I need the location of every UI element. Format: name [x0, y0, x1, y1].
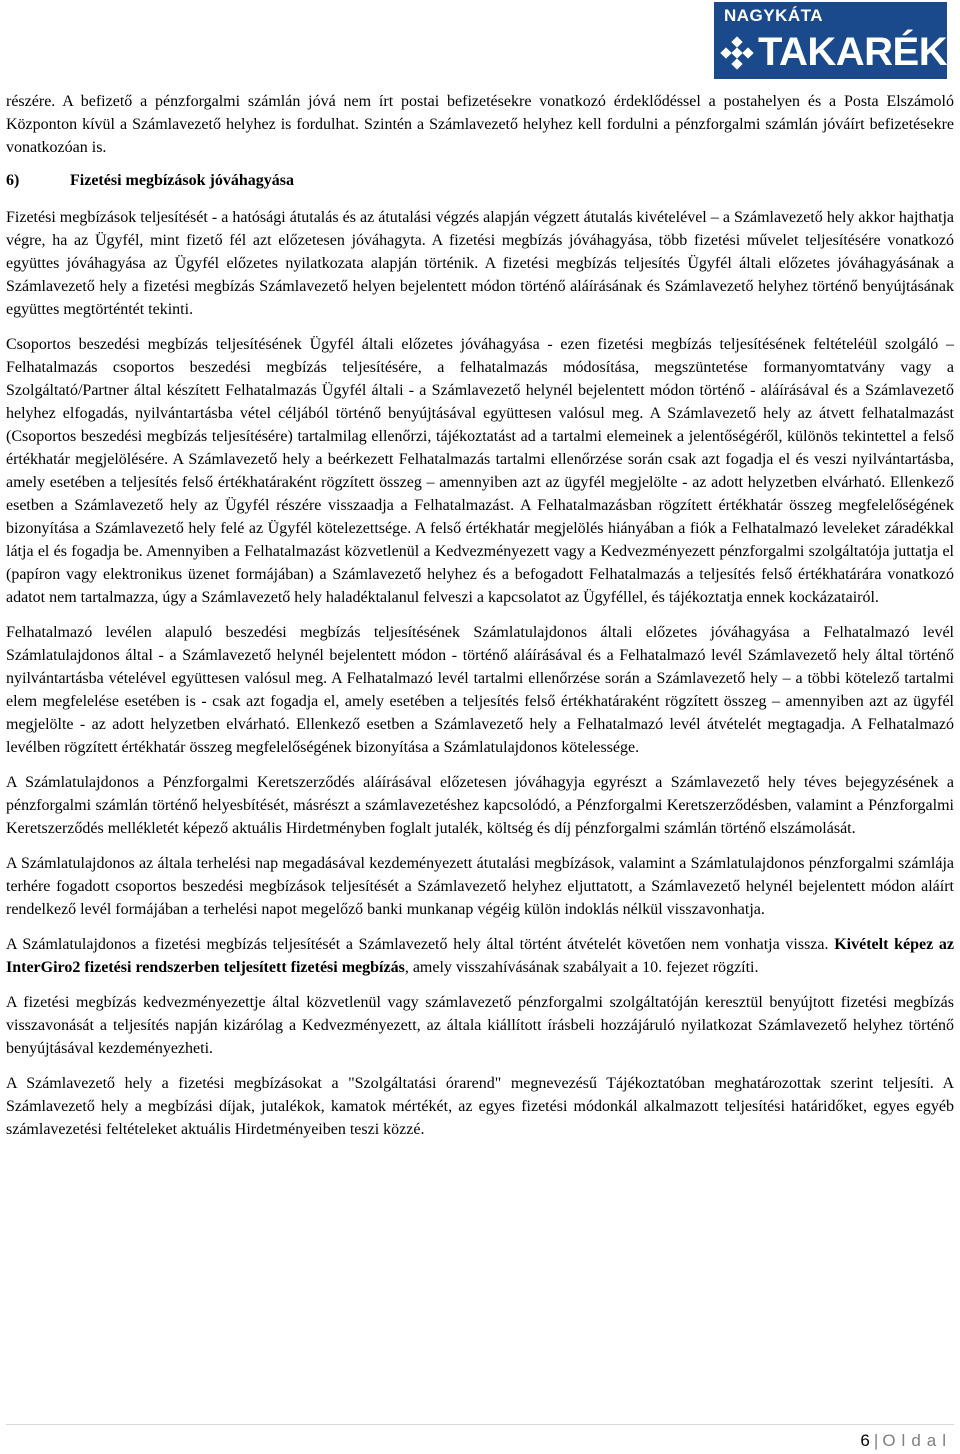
intro-paragraph: részére. A befizető a pénzforgalmi számlán jóvá nem írt postai befizetésekre vonatkozó érdeklődéssel a postahelyen és a Posta Elszámoló Központon kívül a Számlavezető helyhez is fordulhat. Szintén a Számlavezető helyhez kell fordulni a pénzforgalmi számlán jóváírt befizetésekre vonatkozóan is.: [6, 93, 954, 156]
footer-separator: |: [873, 1431, 879, 1450]
bank-logo: [714, 2, 947, 79]
paragraph-approval: Fizetési megbízások teljesítését - a hatósági átutalás és az átutalási végzés alapján végzett átutalás kivételével – a Számlavezető hely akkor hajthatja végre, ha az Ügyfél, mint fizető fél azt előzetesen jóváhagyta. A fizetési megbízás jóváhagyása, több fizetési művelet teljesítésére vonatkozó együttes jóváhagyása az Ügyfél előzetes nyilatkozata alapján történik. A fizetési megbízás teljesítés Ügyfél általi előzetes jóváhagyásának a Számlavezető hely a fizetési megbízás Számlavezető helyen bejelentett módon történő aláírásának és Számlavezető helyhez történő benyújtásának együttes megtörténtét tekinti.: [6, 209, 954, 318]
paragraph-beneficiary-revocation: A fizetési megbízás kedvezményezettje által közvetlenül vagy számlavezető pénzforgalmi szolgáltatóján keresztül benyújtott fizetési megbízás visszavonását a teljesítés napján kizárólag a Kedvezményezett, az általa kiállított írásbeli hozzájáruló nyilatkozat Számlavezető helyhez történő benyújtásával kezdeményezheti.: [6, 994, 954, 1057]
logo-diamond-mark-icon: [720, 36, 754, 70]
footer-divider: [6, 1424, 954, 1425]
paragraph-intergiro: [6, 933, 954, 979]
paragraph-revocation: A Számlatulajdonos az általa terhelési nap megadásával kezdeményezett átutalási megbízások, valamint a Számlatulajdonos pénzforgalmi számlája terhére fogadott csoportos beszedési megbízások teljesítését a Számlavezető helyhez eljuttatott, a Számlavezető helynél bejelentett módon aláírt rendelkező levél formájában a terhelési napot megelőző banki munkanap végéig külön indoklás nélkül visszavonhatja.: [6, 855, 954, 918]
page-number: 6: [860, 1431, 870, 1450]
page-word: Oldal: [882, 1431, 952, 1450]
paragraph-authorization-letter: Felhatalmazó levélen alapuló beszedési megbízás teljesítésének Számlatulajdonos általi előzetes jóváhagyása a Felhatalmazó levél Számlatulajdonos által - a Számlavezető helynél bejelentett módon - történő aláírásával és a Felhatalmazó levél Számlavezető hely által történő nyilvántartásba vételével együttesen valósul meg. A Felhatalmazó levél tartalmi ellenőrzése során a Számlavezető hely – a többi kötelező tartalmi elem megfelelése esetében is - csak azt fogadja el, amely esetében a teljesítés felső értékhatáraként rögzített összeg – amennyiben azt az ügyfél megjelölte - az adott helyzetben elvárható. Ellenkező esetben a Számlavezető hely a Felhatalmazó levél átvételét megtagadja. A Felhatalmazó levélben rögzített értékhatár összeg megfelelőségének bizonyítása a Számlatulajdonos kötelessége.: [6, 624, 954, 756]
logo-city-name: NAGYKÁTA: [724, 6, 824, 25]
section-heading: [6, 169, 954, 192]
logo-brand-name: TAKARÉK: [758, 30, 948, 74]
document-body: [6, 90, 954, 1153]
paragraph-service-schedule: A Számlavezető hely a fizetési megbízásokat a "Szolgáltatási órarend" megnevezésű Tájékoztatóban meghatározottak szerint teljesíti. A Számlavezető hely a megbízási díjak, jutalékok, kamatok mértékét, az egyes fizetési módonkál alkalmazott teljesítési határidőket, egyes egyéb számlavezetési feltételeket aktuális Hirdetményeiben teszi közzé.: [6, 1075, 954, 1138]
paragraph-direct-debit: Csoportos beszedési megbízás teljesítésének Ügyfél általi előzetes jóváhagyása - ezen fizetési megbízás teljesítésének feltételéül szolgáló – Felhatalmazás csoportos beszedési megbízás teljesítésére, a felhatalmazás módosítása, megszüntetése formanyomtatvány vagy a Szolgáltató/Partner által készített Felhatalmazás Ügyfél általi - a Számlavezető helynél bejelentett módon történő - aláírásával és a Számlavezető helyhez elfogadás, nyilvántartásba vétel céljából történő benyújtásával együttesen valósul meg. A Számlavezető hely az átvett felhatalmazást (Csoportos beszedési megbízás teljesítésére) tartalmilag ellenőrzi, tájékoztatást ad a tartalmi elemeinek a jelentőségéről, különös tekintettel a felső értékhatár megjelölésére. A Számlavezető hely a beérkezett Felhatalmazás tartalmi ellenőrzése során csak azt fogadja el és veszi nyilvántartásba, amely esetében a teljesítés felső értékhatáraként rögzített összeg – amennyiben azt az ügyfél megjelölte - az adott helyzetben elvárható. Ellenkező esetben a Számlavezető hely az Ügyfél részére visszaadja a Felhatalmazást. A Felhatalmazásban rögzített értékhatár összeg megfelelőségének bizonyítása a Számlavezető hely felé az Ügyfél kötelezettsége. A felső értékhatár megjelölés hiányában a fiók a Felhatalmazó leveleket záradékkal látja el és fogadja be. Amennyiben a Felhatalmazást közvetlenül a Kedvezményezett vagy a Kedvezményezett pénzforgalmi szolgáltatója juttatja el (papíron vagy elektronikus üzenet formájában) a Számlavezető helyhez és a befogadott Felhatalmazás a teljesítés felső értékhatárára vonatkozó adatot nem tartalmazza, úgy a Számlavezető hely haladéktalanul felveszi a kapcsolatot az Ügyféllel, és tájékoztatja ennek kockázatairól.: [6, 336, 954, 606]
section-number: 6): [6, 172, 20, 189]
page-footer: [860, 1430, 952, 1452]
section-title: Fizetési megbízások jóváhagyása: [70, 172, 294, 189]
intergiro-text-before: A Számlatulajdonos a fizetési megbízás teljesítését a Számlavezető hely által történt átvételét követően nem vonhatja vissza.: [6, 936, 835, 953]
intergiro-text-after: , amely visszahívásának szabályait a 10. fejezet rögzíti.: [404, 959, 759, 976]
paragraph-framework-contract: A Számlatulajdonos a Pénzforgalmi Keretszerződés aláírásával előzetesen jóváhagyja egyrészt a Számlavezető hely téves bejegyzésének a pénzforgalmi számlán történő helyesbítését, másrészt a számlavezetéshez kapcsolódó, a Pénzforgalmi Keretszerződésben, valamint a Pénzforgalmi Keretszerződés mellékletét képező aktuális Hirdetményben foglalt jutalék, költség és díj pénzforgalmi számlán történő elszámolását.: [6, 774, 954, 837]
intergiro-text-bold: Kivételt képez az InterGiro2 fizetési rendszerben teljesített fizetési megbízás: [6, 936, 954, 976]
